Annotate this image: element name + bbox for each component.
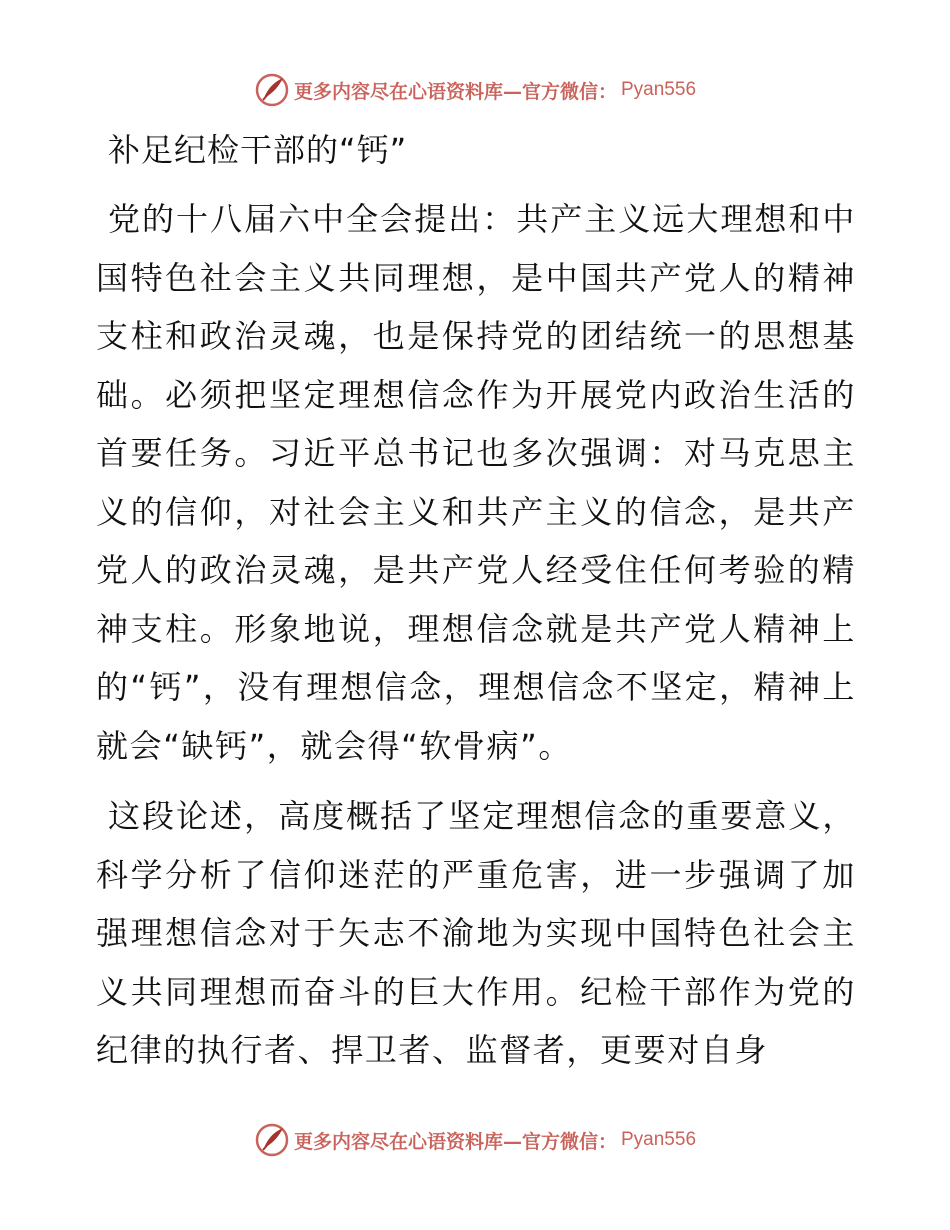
document-title: 补足纪检干部的“钙” [108,131,408,169]
wechat-id: Pyan556 [621,1129,697,1150]
quill-logo-icon [254,1122,290,1158]
paragraph-1: 党的十八届六中全会提出：共产主义远大理想和中国特色社会主义共同理想，是中国共产党人的精神支柱和政治灵魂，也是保持党的团结统一的思想基础。必须把坚定理想信念作为开展党内政治生活的首要任务。习近平总书记也多次强调：对马克思主义的信仰，对社会主义和共产主义的信念，是共产党人的政治灵魂，是共产党人经受住任何考验的精神支柱。形象地说，理想信念就是共产党人精神上的“钙”，没有理想信念，理想信念不坚定，精神上就会“缺钙”，就会得“软骨病”。 [96,200,856,765]
quill-logo-icon [254,72,290,108]
footer-banner [0,1118,950,1162]
paragraph-2: 这段论述，高度概括了坚定理想信念的重要意义，科学分析了信仰迷茫的严重危害，进一步强调了加强理想信念对于矢志不渝地为实现中国特色社会主义共同理想而奋斗的巨大作用。纪检干部作为党的纪律的执行者、捍卫者、监督者，更要对自身 [96,797,856,1069]
banner-text: 更多内容尽在心语资料库—官方微信： [293,80,617,103]
document-body [96,122,856,1092]
banner-text: 更多内容尽在心语资料库—官方微信： [293,1130,617,1153]
header-banner [0,68,950,112]
wechat-id: Pyan556 [621,79,697,100]
